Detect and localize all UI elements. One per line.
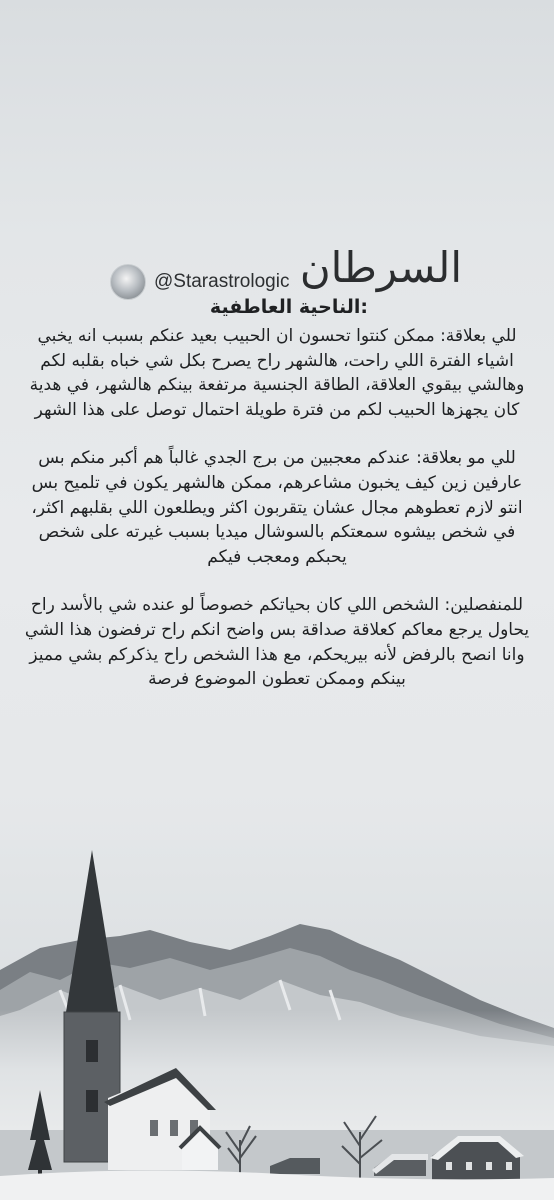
account-handle[interactable]: @Starastrologic bbox=[154, 271, 290, 292]
section-heading: :الناحية العاطفية bbox=[209, 296, 368, 318]
winter-church-photo bbox=[0, 840, 554, 1200]
header bbox=[0, 236, 554, 300]
paragraph-in-relationship: للي بعلاقة: ممكن كنتوا تحسون ان الحبيب بعيد عنكم بسبب انه يخبي اشياء الفترة اللي راحت، هالشهر راح يصرح بكل شي خباه بقلبه لكم وهالشي بيقوي العلاقة، الطاقة الجنسية مرتفعة بينكم هالشهر، في هدية كان يجهزها الحبيب لكم من فترة طويلة احتمال توصل على هذا الشهر bbox=[29, 326, 525, 420]
page-title: السرطان bbox=[299, 243, 462, 292]
account-badge[interactable] bbox=[110, 264, 289, 300]
avatar-icon[interactable] bbox=[110, 264, 146, 300]
horoscope-text bbox=[24, 324, 530, 716]
paragraph-separated: للمنفصلين: الشخص اللي كان بحياتكم خصوصاً لو عنده شي بالأسد راح يحاول يرجع معاكم كعلاقة صداقة بس واضح انكم راح ترفضون هذا الشي وانا انصح بالرفض لأنه بيريحكم، مع هذا الشخص راح يذكركم بشي مميز بينكم وممكن تعطون الموضوع فرصة bbox=[24, 595, 530, 690]
paragraph-single: للي مو بعلاقة: عندكم معجبين من برج الجدي غالباً هم أكبر منكم بس عارفين زين كيف يخبون مشاعرهم، ممكن هالشهر يكون في تلميح بس انتو لازم تعطوهم مجال عشان يتقربون اكثر ويطلعون اللي بقلبهم اكثر، في شخص بيشوه سمعتكم بالسوشال ميديا بسبب غيرته على شخص يحبكم ومعجب فيكم bbox=[31, 448, 523, 567]
